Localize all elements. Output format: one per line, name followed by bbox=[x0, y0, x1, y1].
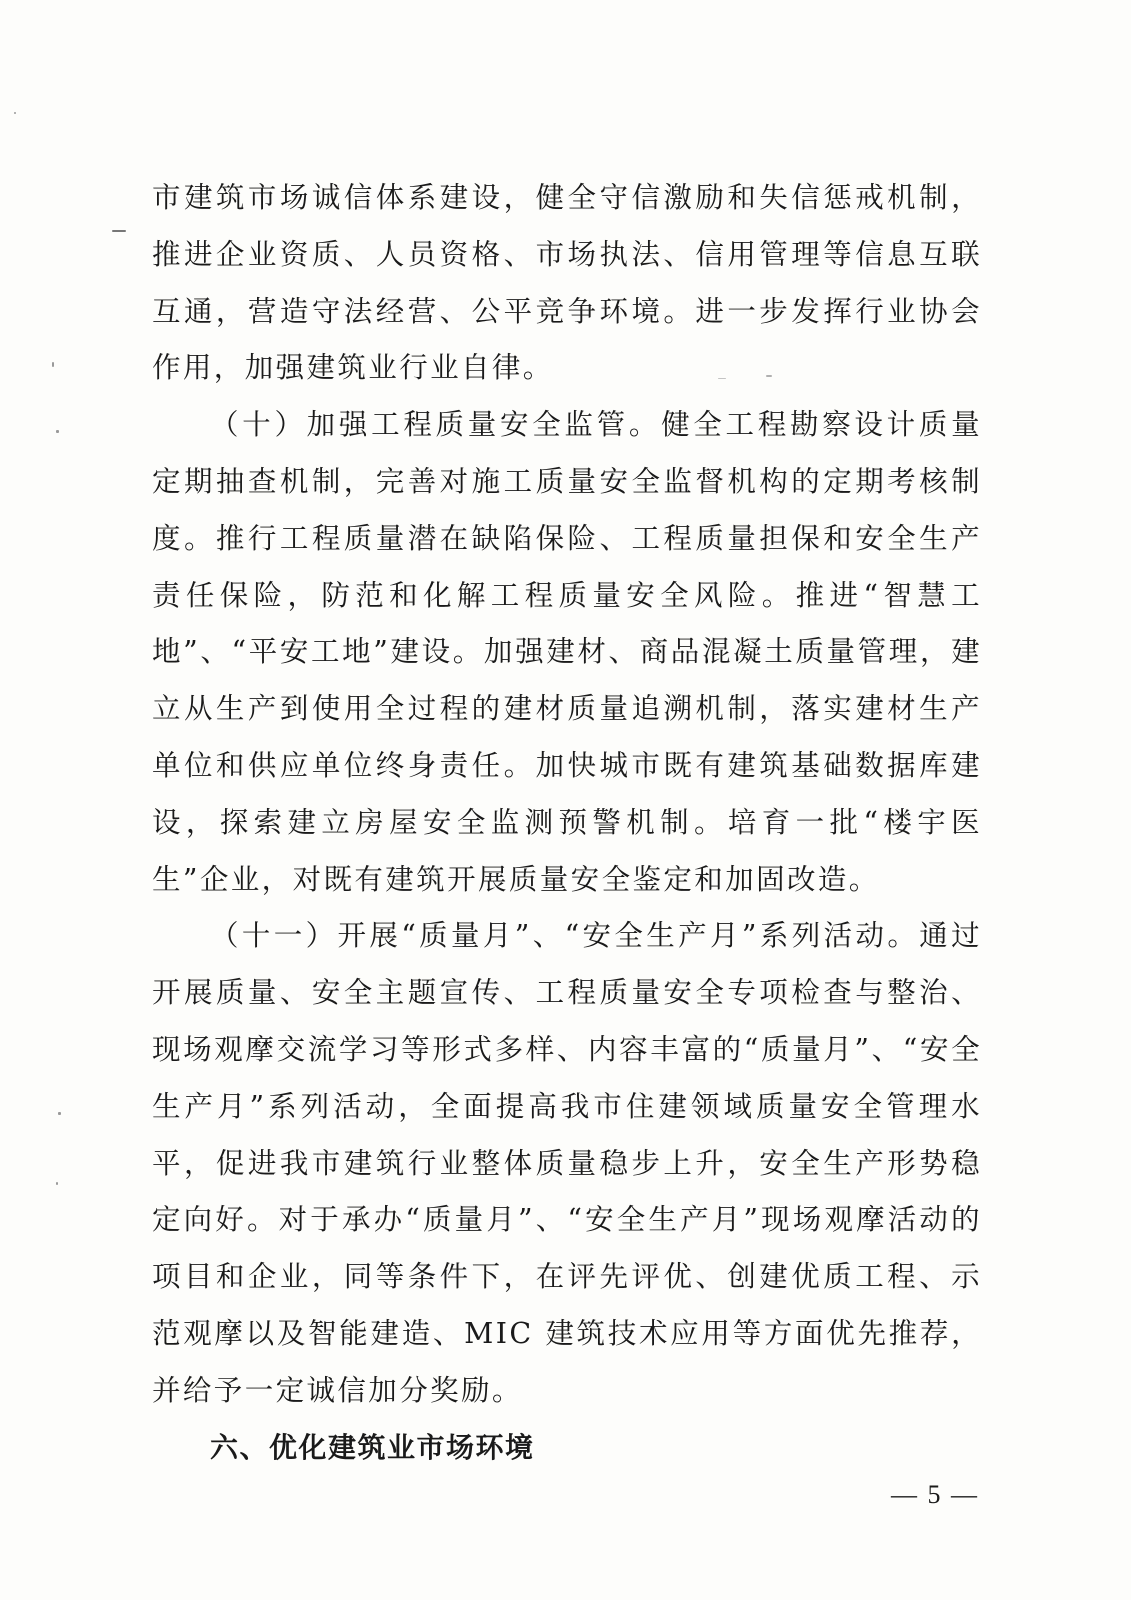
paragraph-quality-month-activities: （十一）开展“质量月”、“安全生产月”系列活动。通过开展质量、安全主题宣传、工程质量安全专项检查与整治、现场观摩交流学习等形式多样、内容丰富的“质量月”、“安全生产月”系列活动，全面提高我市住建领域质量安全管理水平，促进我市建筑行业整体质量稳步上升，安全生产形势稳定向好。对于承办“质量月”、“安全生产月”现场观摩活动的项目和企业，同等条件下，在评先评优、创建优质工程、示范观摩以及智能建造、MIC 建筑技术应用等方面优先推荐，并给予一定诚信加分奖励。 bbox=[152, 919, 982, 1407]
paragraph-quality-safety-supervision: （十）加强工程质量安全监管。健全工程勘察设计质量定期抽查机制，完善对施工质量安全监督机构的定期考核制度。推行工程质量潜在缺陷保险、工程质量担保和安全生产责任保险，防范和化解工程质量安全风险。推进“智慧工地”、“平安工地”建设。加强建材、商品混凝土质量管理，建立从生产到使用全过程的建材质量追溯机制，落实建材生产单位和供应单位终身责任。加快城市既有建筑基础数据库建设，探索建立房屋安全监测预警机制。培育一批“楼宇医生”企业，对既有建筑开展质量安全鉴定和加固改造。 bbox=[152, 408, 982, 896]
scan-speck bbox=[112, 230, 126, 232]
scan-speck bbox=[56, 430, 59, 433]
scan-speck bbox=[14, 112, 16, 114]
scan-speck bbox=[58, 1112, 61, 1115]
scan-speck bbox=[56, 1182, 58, 1185]
body-text bbox=[152, 170, 982, 1476]
scan-speck bbox=[52, 362, 54, 367]
page-number: — 5 — bbox=[891, 1480, 979, 1509]
section-heading: 六、优化建筑业市场环境 bbox=[210, 1430, 535, 1464]
paragraph-credit-system: 市建筑市场诚信体系建设，健全守信激励和失信惩戒机制，推进企业资质、人员资格、市场执法、信用管理等信息互联互通，营造守法经营、公平竞争环境。进一步发挥行业协会作用，加强建筑业行业自律。 bbox=[152, 181, 982, 385]
